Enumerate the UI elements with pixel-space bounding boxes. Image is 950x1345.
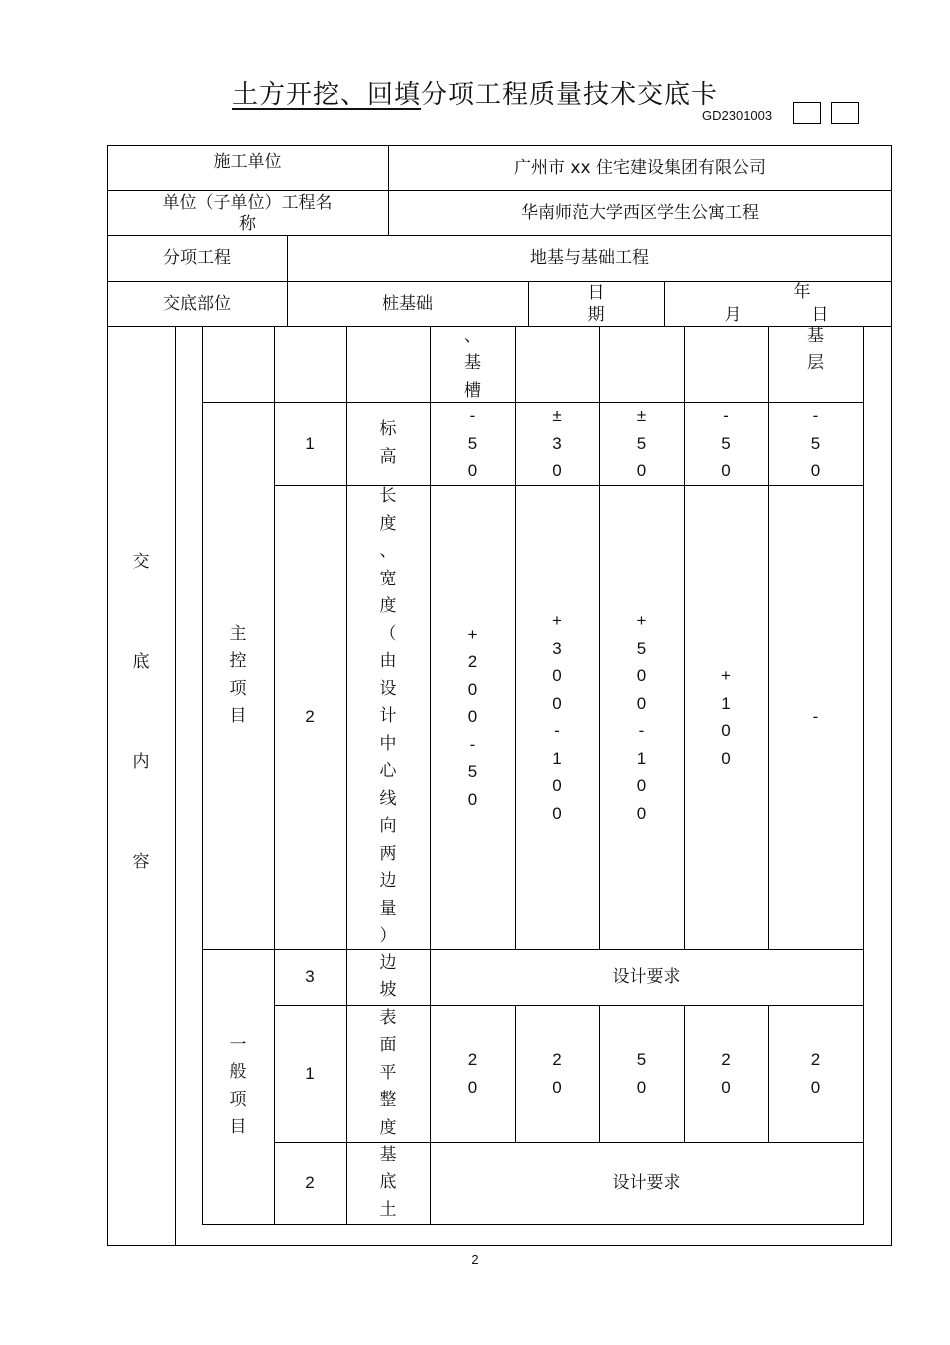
vline — [664, 281, 665, 327]
top-row-col5 — [768, 326, 863, 374]
top-row-col1-text: 、 基 槽 — [464, 325, 481, 401]
row-g1-item — [346, 1005, 430, 1142]
row-m1-v5 — [768, 402, 863, 485]
row-m2-v3-text: + 5 0 0 - 1 0 0 — [636, 611, 647, 823]
row-m3-no: 3 — [305, 967, 315, 986]
row-m1-v4-text: - 5 0 — [721, 406, 731, 481]
row-m2-item-text: 长 度 、 宽 度 （ 由 设 计 中 心 线 向 两 边 量 ） — [379, 486, 397, 947]
row-m3-item-text: 边 坡 — [379, 952, 397, 1000]
row-m1-no: 1 — [305, 433, 315, 453]
row-m2-v5-text: - — [812, 707, 819, 727]
row-m2-item — [346, 485, 430, 949]
row-g1-v2-text: 2 0 — [552, 1050, 562, 1097]
date-label — [528, 281, 664, 326]
subitem-label: 分项工程 — [163, 248, 231, 268]
date-label-line2: 期 — [587, 304, 605, 325]
row-m2-v4 — [684, 485, 768, 949]
row-m2-v2 — [515, 485, 599, 949]
row-m2-v4-text: + 1 0 0 — [721, 666, 731, 768]
row-m2-v5 — [768, 485, 863, 949]
project-label-line2: 称 — [239, 213, 256, 234]
date-day: 日 — [811, 305, 829, 325]
row-m2-v1 — [430, 485, 515, 949]
row-g2-item-text: 基 底 土 — [379, 1144, 397, 1220]
row-g2-no: 2 — [305, 1173, 315, 1192]
row-g1-v1-text: 2 0 — [467, 1050, 478, 1097]
general-group-label — [202, 949, 274, 1224]
row-g1-v3-text: 5 0 — [636, 1050, 647, 1097]
row-m1-v5-text: - 5 0 — [810, 406, 821, 481]
row-g2-merged: 设计要求 — [612, 1173, 681, 1193]
project-label-line1: 单位（子单位）工程名 — [162, 192, 333, 213]
row-m1-v2 — [515, 402, 599, 485]
page-number: 2 — [471, 1252, 479, 1267]
unit-value: 广州市 xx 住宅建设集团有限公司 — [514, 157, 766, 178]
date-year: 年 — [793, 282, 811, 302]
row-g1-v1 — [430, 1005, 515, 1142]
checkbox-2[interactable] — [831, 102, 859, 124]
vline — [863, 326, 864, 1225]
row-g1-v5-text: 2 0 — [810, 1050, 821, 1097]
date-label-line1: 日 — [587, 282, 605, 303]
row-m1-v2-text: ± 3 0 — [552, 406, 562, 481]
row-g1-item-text: 表 面 平 整 度 — [379, 1007, 397, 1138]
row-g2-item — [346, 1142, 430, 1224]
section-label — [107, 527, 175, 907]
row-m2-v3 — [599, 485, 684, 949]
vline — [175, 326, 176, 1246]
row-m2-no: 2 — [305, 707, 315, 726]
section-label-text: 交 底 内 容 — [132, 552, 150, 872]
row-g1-v4 — [684, 1005, 768, 1142]
title-rest: 分项工程质量技术交底卡 — [421, 80, 719, 110]
main-group-label-text: 主 控 项 目 — [229, 623, 247, 726]
checkbox-1[interactable] — [793, 102, 821, 124]
row-m1-v3 — [599, 402, 684, 485]
row-m2-v2-text: + 3 0 0 - 1 0 0 — [552, 611, 562, 823]
document-number: GD2301003 — [702, 108, 773, 123]
row-g1-v3 — [599, 1005, 684, 1142]
part-value: 桩基础 — [382, 293, 433, 314]
hline — [202, 1224, 864, 1225]
row-m1-v3-text: ± 5 0 — [636, 406, 647, 481]
top-row-col1 — [430, 326, 515, 402]
row-m3-item — [346, 949, 430, 1005]
row-m1-v1 — [430, 402, 515, 485]
main-group-label — [202, 402, 274, 949]
row-m1-v4 — [684, 402, 768, 485]
project-value: 华南师范大学西区学生公寓工程 — [521, 202, 759, 223]
row-m1-v1-text: - 5 0 — [467, 406, 478, 481]
row-m1-item — [346, 402, 430, 485]
part-label: 交底部位 — [163, 293, 231, 314]
project-label — [107, 190, 388, 235]
row-g1-no: 1 — [305, 1063, 315, 1083]
subitem-value: 地基与基础工程 — [530, 248, 649, 268]
title-underlined-part: 土方开挖、回填 — [231, 80, 421, 110]
row-g1-v4-text: 2 0 — [721, 1050, 731, 1097]
row-m1-item-text: 标 高 — [379, 419, 397, 467]
date-month: 月 — [724, 305, 742, 325]
row-g1-v5 — [768, 1005, 863, 1142]
row-m2-v1-text: + 2 0 0 - 5 0 — [467, 624, 478, 809]
general-group-label-text: 一 般 项 目 — [229, 1034, 247, 1137]
unit-label: 施工单位 — [213, 152, 282, 172]
row-g1-v2 — [515, 1005, 599, 1142]
top-row-col5-text: 基 层 — [807, 325, 824, 373]
row-m3-merged: 设计要求 — [612, 967, 681, 987]
